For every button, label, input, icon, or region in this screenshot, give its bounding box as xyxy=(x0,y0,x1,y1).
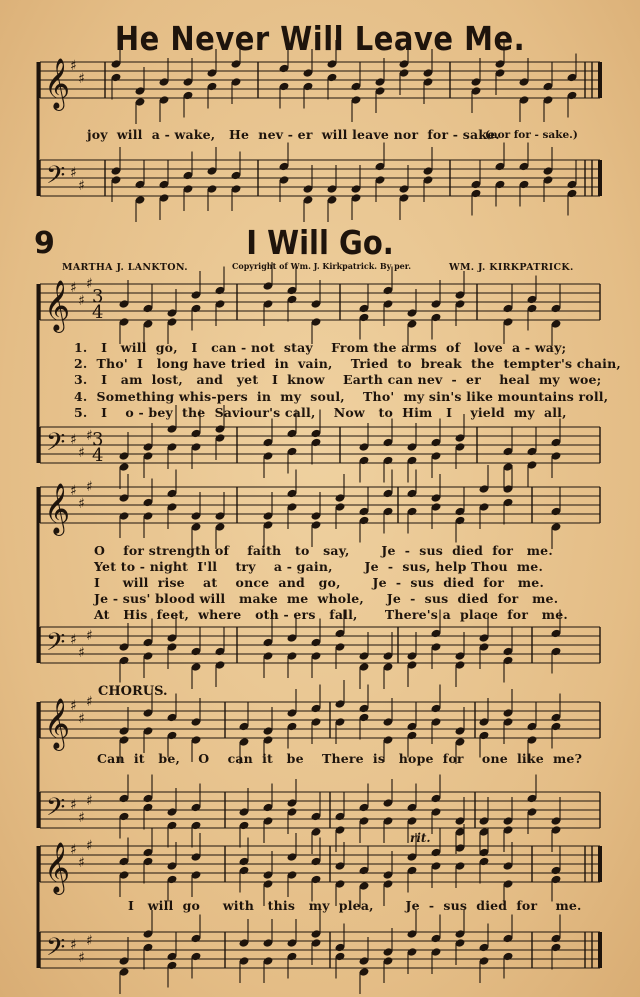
sharp-icon: ♯ xyxy=(70,842,77,858)
verse-4-line-1: 4. Something whis-pers in my soul, Tho' my sin's like mountains roll, xyxy=(74,389,609,404)
sharp-icon: ♯ xyxy=(86,933,93,949)
sharp-icon: ♯ xyxy=(70,632,77,648)
sharp-icon: ♯ xyxy=(70,797,77,813)
sharp-icon: ♯ xyxy=(86,479,93,495)
sharp-icon: ♯ xyxy=(78,293,85,309)
sharp-icon: ♯ xyxy=(86,838,93,854)
sharp-icon: ♯ xyxy=(78,178,85,194)
verse-1-line-2: O for strength of faith to say, Je - sus died for me. xyxy=(94,543,553,558)
hymn-title-top: He Never Will Leave Me. xyxy=(114,19,526,59)
bass-clef-icon: 𝄢 xyxy=(46,161,66,196)
sharp-icon: ♯ xyxy=(78,950,85,966)
sharp-icon: ♯ xyxy=(86,276,93,292)
time-signature-bottom: 4 xyxy=(92,445,104,466)
verse-5-line-1: 5. I o - bey the Saviour's call, Now to Him I yield my all, xyxy=(74,405,567,420)
verse-1-line-1: 1. I will go, I can - not stay From the arms of love a - way; xyxy=(74,340,567,355)
hymn-title-main: I Will Go. xyxy=(246,223,394,263)
sharp-icon: ♯ xyxy=(70,280,77,296)
composer-credit: WM. J. KIRKPATRICK. xyxy=(449,262,574,273)
chorus-line-2: I will go with this my plea, Je - sus died for me. xyxy=(128,898,582,913)
chorus-line-1: Can it be, O can it be There is hope for one like me? xyxy=(97,751,583,766)
hymn-number: 9 xyxy=(34,226,55,261)
sharp-icon: ♯ xyxy=(70,58,77,74)
sharp-icon: ♯ xyxy=(70,937,77,953)
sharp-icon: ♯ xyxy=(86,628,93,644)
bass-clef-icon: 𝄢 xyxy=(46,933,66,968)
verse-3-line-2: I will rise at once and go, Je - sus died for me. xyxy=(94,575,544,590)
sharp-icon: ♯ xyxy=(70,165,77,181)
verse-2-line-1: 2. Tho' I long have tried in vain, Tried to break the tempter's chain, xyxy=(74,356,621,371)
verse-5-line-2: At His feet, where oth - ers fall, There's a place for me. xyxy=(94,607,568,622)
time-signature-top: 3 xyxy=(92,286,104,307)
sharp-icon: ♯ xyxy=(70,483,77,499)
sharp-icon: ♯ xyxy=(70,432,77,448)
verse-4-line-2: Je - sus' blood will make me whole, Je - sus died for me. xyxy=(94,591,559,606)
copyright-notice: Copyright of Wm. J. Kirkpatrick. By per. xyxy=(232,261,412,271)
sharp-icon: ♯ xyxy=(70,698,77,714)
chorus-label: CHORUS. xyxy=(98,684,168,699)
sharp-icon: ♯ xyxy=(78,445,85,461)
sharp-icon: ♯ xyxy=(86,428,93,444)
verse-3-line-1: 3. I am lost, and yet I know Earth can nev - er heal my woe; xyxy=(74,372,602,387)
bass-clef-icon: 𝄢 xyxy=(46,793,66,828)
sharp-icon: ♯ xyxy=(78,645,85,661)
treble-clef-icon: 𝄞 xyxy=(44,280,71,331)
treble-clef-icon: 𝄞 xyxy=(44,58,71,109)
sharp-icon: ♯ xyxy=(78,496,85,512)
sharp-icon: ♯ xyxy=(78,71,85,87)
verse-2-line-2: Yet to - night I'll try a - gain, Je - sus, help Thou me. xyxy=(94,559,544,574)
sharp-icon: ♯ xyxy=(86,793,93,809)
time-signature-top: 3 xyxy=(92,429,104,450)
bass-clef-icon: 𝄢 xyxy=(46,428,66,463)
treble-clef-icon: 𝄞 xyxy=(44,698,71,749)
sharp-icon: ♯ xyxy=(78,855,85,871)
author-credit: MARTHA J. LANKTON. xyxy=(62,262,188,273)
sharp-icon: ♯ xyxy=(78,810,85,826)
treble-clef-icon: 𝄞 xyxy=(44,483,71,534)
tempo-marking: rit. xyxy=(410,831,431,845)
time-signature-bottom: 4 xyxy=(92,302,104,323)
treble-clef-icon: 𝄞 xyxy=(44,842,71,893)
lyric-echo-top: (nor for - sake.) xyxy=(485,129,578,141)
bass-clef-icon: 𝄢 xyxy=(46,628,66,663)
sharp-icon: ♯ xyxy=(78,711,85,727)
lyric-line-top: joy will a - wake, He nev - er will leave nor for - sake. xyxy=(87,127,500,142)
sharp-icon: ♯ xyxy=(86,694,93,710)
